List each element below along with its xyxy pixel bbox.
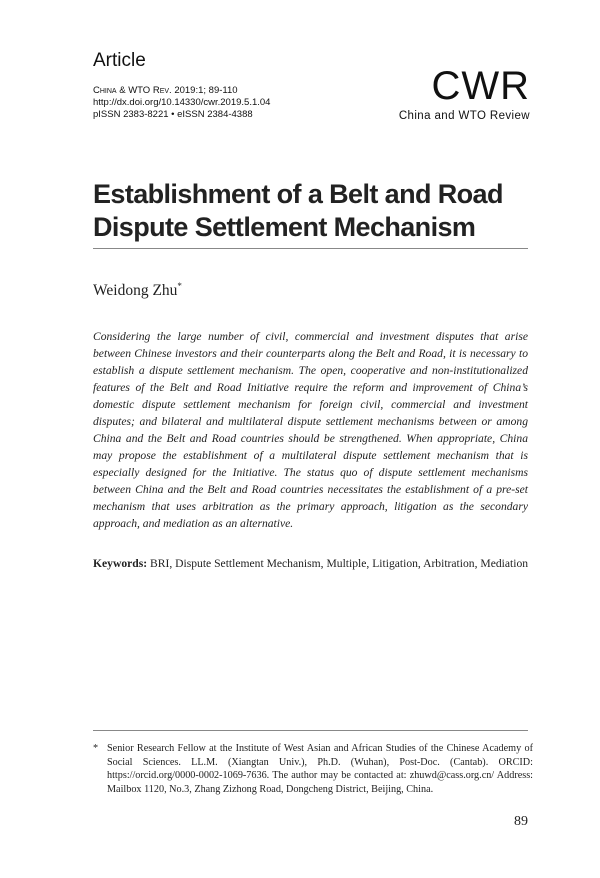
journal-issue-line (93, 85, 270, 97)
keywords-label: Keywords: (93, 557, 148, 570)
article-title: Establishment of a Belt and Road Dispute Settlement Mechanism (93, 179, 503, 242)
journal-name-china: China (93, 85, 117, 96)
author-line (93, 281, 182, 300)
abstract: Considering the large number of civil, commercial and investment disputes that arise between Chinese investors and their counterparts along the Belt and Road, it is necessary to establish a dispute settlement mechanism. The open, cooperative and non-institutionalized features of the Belt and Road Initiative require the reform and improvement of China’s domestic dispute settlement mechanism for foreign civil, commercial and investment disputes; and bilateral and multilateral dispute settlement mechanisms between or among China and the Belt and Road countries should be strengthened. When appropriate, China may propose the establishment of a multilateral dispute settlement mechanism that is especially designed for the Initiative. The status quo of dispute settlement mechanisms between China and the Belt and Road countries necessitates the establishment of a pre-set mechanism that uses arbitration as the primary approach, litigation as the secondary approach, and mediation as an alternative. (93, 330, 528, 530)
journal-logo-subtitle: China and WTO Review (398, 110, 530, 122)
journal-logo (380, 66, 530, 122)
journal-citation (93, 85, 270, 121)
article-type-label: Article (93, 50, 146, 71)
footnote-divider (93, 730, 528, 731)
journal-name-amp-wto: & WTO (116, 85, 153, 96)
footnote-text: Senior Research Fellow at the Institute of West Asian and African Studies of the Chinese Academy of Social Sciences. LL.M. (Xiangtan Univ.), Ph.D. (Wuhan), Post-Doc. (Cantab). ORCID: https://orcid.org/0000-0002-1069-7636. The author may be contacted at: zhuwd@cass.org.cn/ Address: Mailbox 1120, No.3, Zhang Zizhong Road, Dongcheng District, Beijing, China. (107, 743, 533, 795)
title-divider (93, 248, 528, 249)
doi-link[interactable]: http://dx.doi.org/10.14330/cwr.2019.5.1.04 (93, 97, 271, 108)
journal-issue: 2019:1; 89-110 (171, 85, 238, 96)
journal-name-rev: Rev. (152, 85, 172, 96)
keywords-list: BRI, Dispute Settlement Mechanism, Multiple, Litigation, Arbitration, Mediation (147, 557, 529, 570)
footnote (93, 742, 533, 796)
page-number: 89 (514, 814, 528, 829)
journal-logo-text: CWR (431, 64, 530, 108)
issn-line: pISSN 2383-8221 • eISSN 2384-4388 (93, 109, 253, 120)
keywords-line (93, 557, 533, 570)
footnote-mark: * (93, 743, 99, 754)
author-name: Weidong Zhu (93, 282, 178, 299)
author-footnote-mark[interactable]: * (177, 281, 182, 291)
